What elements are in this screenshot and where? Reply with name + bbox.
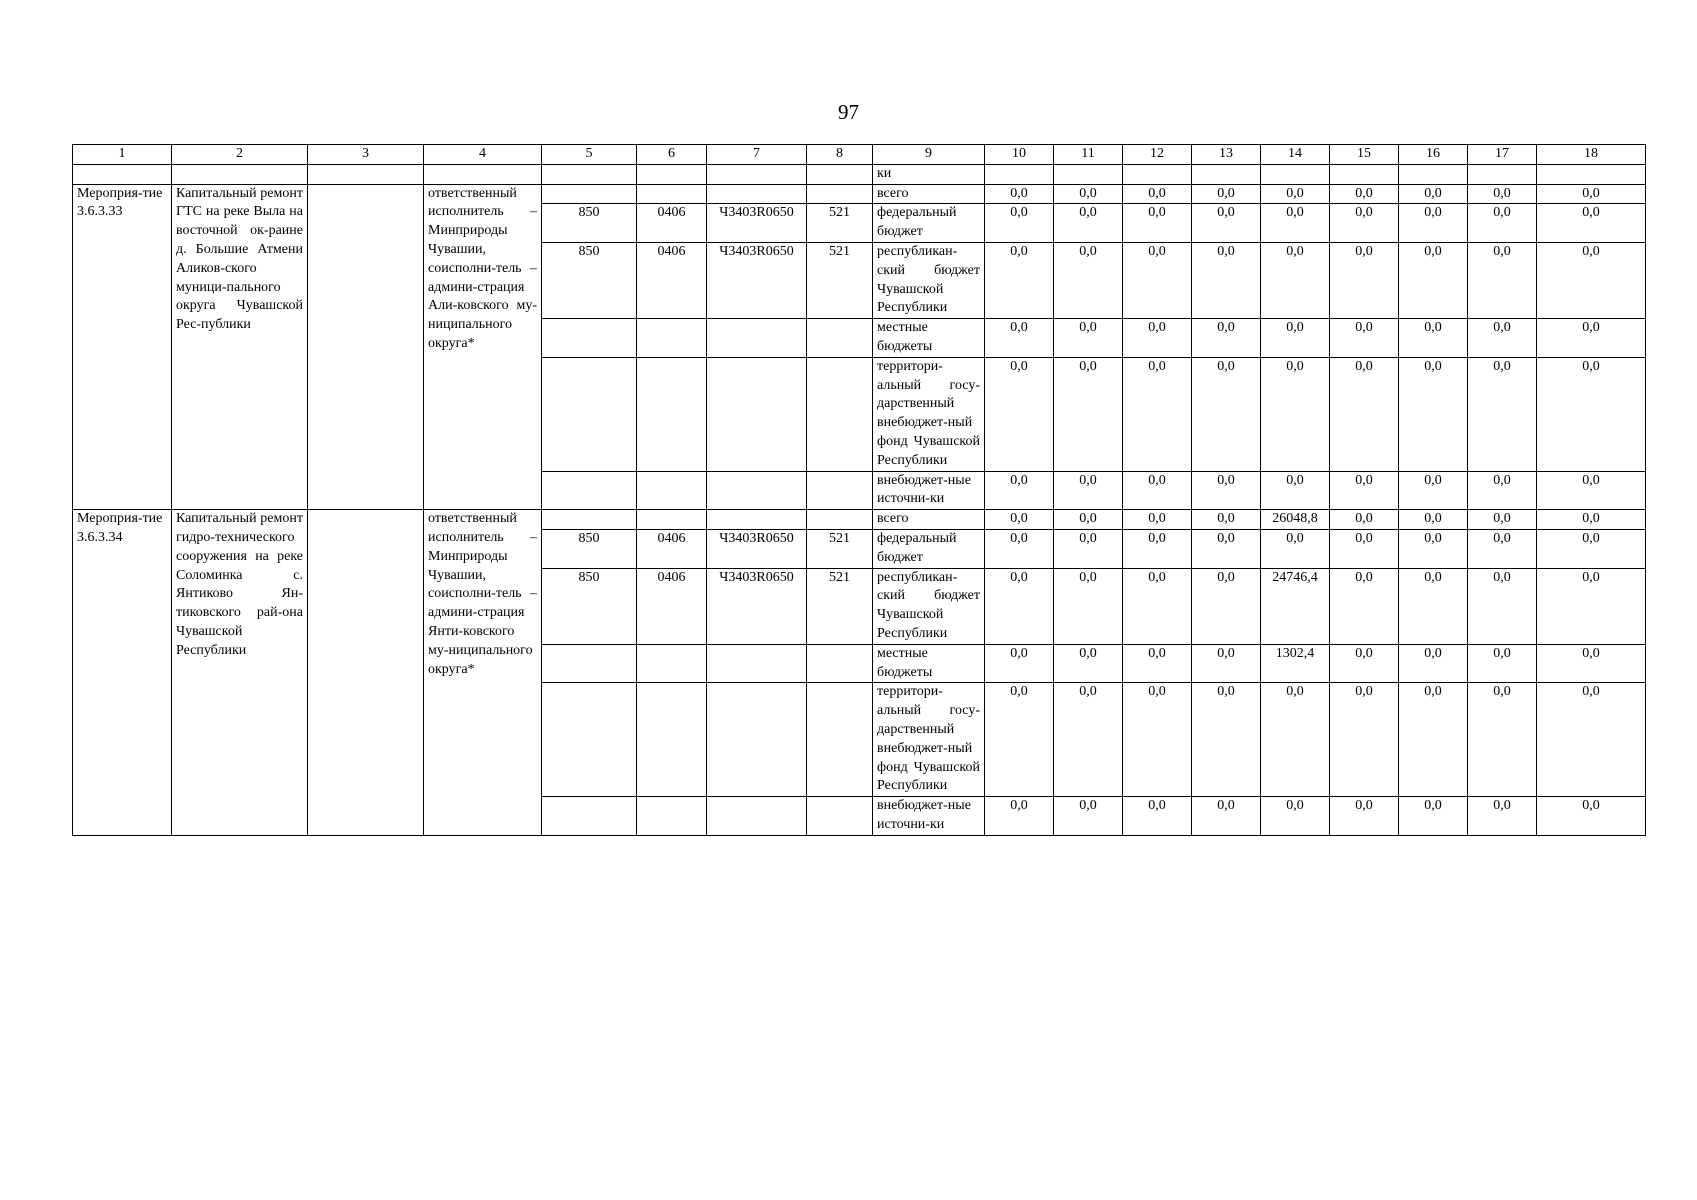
code-c8 (807, 797, 873, 836)
value-cell: 0,0 (1537, 184, 1646, 204)
value-cell: 0,0 (1123, 184, 1192, 204)
value-cell: 0,0 (1123, 319, 1192, 358)
value-cell: 0,0 (1261, 319, 1330, 358)
code-c5 (542, 319, 637, 358)
value-cell: 0,0 (1261, 357, 1330, 471)
code-c5 (542, 683, 637, 797)
value-cell: 0,0 (1468, 204, 1537, 243)
measure-col3 (308, 510, 424, 836)
code-c8 (807, 644, 873, 683)
column-header-16: 16 (1399, 145, 1468, 165)
value-cell: 24746,4 (1261, 568, 1330, 644)
value-cell: 0,0 (1468, 242, 1537, 318)
code-c5: 850 (542, 568, 637, 644)
value-cell: 0,0 (1330, 568, 1399, 644)
table-row (73, 184, 1646, 204)
value-cell: 0,0 (1537, 204, 1646, 243)
value-cell: 0,0 (1054, 568, 1123, 644)
code-c5 (542, 644, 637, 683)
code-c5: 850 (542, 242, 637, 318)
code-c6: 0406 (637, 204, 707, 243)
code-c6 (637, 797, 707, 836)
value-cell: 0,0 (1261, 184, 1330, 204)
value-cell: 0,0 (1330, 510, 1399, 530)
code-c6 (637, 683, 707, 797)
column-header-1: 1 (73, 145, 172, 165)
measure-id: Мероприя-тие 3.6.3.34 (73, 510, 172, 836)
value-cell: 0,0 (1537, 644, 1646, 683)
column-header-11: 11 (1054, 145, 1123, 165)
value-cell: 0,0 (1468, 529, 1537, 568)
code-c8 (807, 184, 873, 204)
column-header-14: 14 (1261, 145, 1330, 165)
value-cell: 0,0 (985, 797, 1054, 836)
value-cell: 0,0 (1399, 510, 1468, 530)
value-cell: 0,0 (985, 242, 1054, 318)
value-cell: 0,0 (1537, 683, 1646, 797)
value-cell: 0,0 (1330, 644, 1399, 683)
value-cell: 0,0 (1537, 529, 1646, 568)
funding-source: территори-альный госу-дарственный внебюджет-ный фонд Чувашской Республики (873, 683, 985, 797)
code-c6 (637, 357, 707, 471)
value-cell: 0,0 (985, 184, 1054, 204)
value-cell: 0,0 (1192, 319, 1261, 358)
code-c6 (637, 184, 707, 204)
value-cell: 0,0 (1468, 357, 1537, 471)
code-c6: 0406 (637, 529, 707, 568)
measure-executor: ответственный исполнитель – Минприроды Чувашии, соисполни-тель – админи-страция Янти-ковского му-ниципального округа* (424, 510, 542, 836)
value-cell: 0,0 (985, 357, 1054, 471)
value-cell: 0,0 (1123, 204, 1192, 243)
value-cell: 0,0 (1537, 797, 1646, 836)
code-c7: Ч3403R0650 (707, 242, 807, 318)
code-c5: 850 (542, 529, 637, 568)
code-c6: 0406 (637, 242, 707, 318)
column-header-13: 13 (1192, 145, 1261, 165)
column-header-17: 17 (1468, 145, 1537, 165)
code-c7 (707, 510, 807, 530)
value-cell: 0,0 (1261, 529, 1330, 568)
funding-source: федеральный бюджет (873, 204, 985, 243)
column-header-6: 6 (637, 145, 707, 165)
value-cell: 0,0 (1123, 471, 1192, 510)
code-c8: 521 (807, 529, 873, 568)
measure-col3 (308, 184, 424, 510)
code-c7 (707, 357, 807, 471)
continuation-row (73, 164, 1646, 184)
budget-table (72, 144, 1646, 836)
value-cell: 0,0 (1537, 357, 1646, 471)
code-c8 (807, 683, 873, 797)
code-c8 (807, 319, 873, 358)
code-c8: 521 (807, 568, 873, 644)
value-cell: 0,0 (1399, 242, 1468, 318)
value-cell: 0,0 (1054, 683, 1123, 797)
column-header-18: 18 (1537, 145, 1646, 165)
code-c7: Ч3403R0650 (707, 204, 807, 243)
value-cell: 0,0 (1054, 510, 1123, 530)
value-cell: 0,0 (1192, 357, 1261, 471)
value-cell: 0,0 (1054, 204, 1123, 243)
value-cell: 0,0 (985, 471, 1054, 510)
table-row (73, 510, 1646, 530)
value-cell: 0,0 (1330, 242, 1399, 318)
value-cell: 0,0 (1330, 319, 1399, 358)
code-c6 (637, 644, 707, 683)
value-cell: 0,0 (1537, 471, 1646, 510)
value-cell: 0,0 (1468, 568, 1537, 644)
value-cell: 0,0 (1399, 644, 1468, 683)
value-cell: 0,0 (985, 319, 1054, 358)
value-cell: 0,0 (1399, 568, 1468, 644)
value-cell: 0,0 (1468, 510, 1537, 530)
code-c5 (542, 797, 637, 836)
value-cell: 0,0 (1261, 683, 1330, 797)
funding-source: внебюджет-ные источни-ки (873, 797, 985, 836)
value-cell: 0,0 (1261, 204, 1330, 243)
column-header-9: 9 (873, 145, 985, 165)
value-cell: 0,0 (1192, 471, 1261, 510)
value-cell: 0,0 (1123, 797, 1192, 836)
value-cell: 0,0 (1399, 529, 1468, 568)
code-c7 (707, 471, 807, 510)
value-cell: 0,0 (1123, 529, 1192, 568)
value-cell: 0,0 (985, 568, 1054, 644)
column-number-header (73, 145, 1646, 165)
value-cell: 0,0 (1399, 797, 1468, 836)
value-cell: 0,0 (1468, 644, 1537, 683)
value-cell: 0,0 (1054, 184, 1123, 204)
value-cell: 0,0 (985, 644, 1054, 683)
code-c7 (707, 319, 807, 358)
measure-name: Капитальный ремонт гидро-технического сооружения на реке Соломинка с. Янтиково Ян-тиковского рай-она Чувашской Республики (172, 510, 308, 836)
column-header-10: 10 (985, 145, 1054, 165)
value-cell: 1302,4 (1261, 644, 1330, 683)
value-cell: 0,0 (1330, 797, 1399, 836)
value-cell: 0,0 (1399, 204, 1468, 243)
value-cell: 0,0 (1537, 242, 1646, 318)
code-c6: 0406 (637, 568, 707, 644)
value-cell: 0,0 (1330, 471, 1399, 510)
value-cell: 0,0 (1192, 644, 1261, 683)
value-cell: 0,0 (1399, 184, 1468, 204)
value-cell: 0,0 (985, 204, 1054, 243)
value-cell: 0,0 (1123, 568, 1192, 644)
funding-source: местные бюджеты (873, 644, 985, 683)
code-c6 (637, 471, 707, 510)
value-cell: 0,0 (1054, 797, 1123, 836)
value-cell: 0,0 (1192, 242, 1261, 318)
value-cell: 0,0 (1054, 357, 1123, 471)
value-cell: 0,0 (985, 529, 1054, 568)
value-cell: 0,0 (1468, 471, 1537, 510)
measure-executor: ответственный исполнитель – Минприроды Чувашии, соисполни-тель – админи-страция Али-ковского му-ниципального округа* (424, 184, 542, 510)
code-c8: 521 (807, 242, 873, 318)
funding-source: территори-альный госу-дарственный внебюджет-ный фонд Чувашской Республики (873, 357, 985, 471)
value-cell: 0,0 (1192, 568, 1261, 644)
value-cell: 0,0 (985, 510, 1054, 530)
column-header-4: 4 (424, 145, 542, 165)
value-cell: 0,0 (1192, 683, 1261, 797)
column-header-3: 3 (308, 145, 424, 165)
value-cell: 0,0 (1054, 644, 1123, 683)
value-cell: 0,0 (1261, 471, 1330, 510)
measure-id: Мероприя-тие 3.6.3.33 (73, 184, 172, 510)
value-cell: 0,0 (1123, 510, 1192, 530)
value-cell: 0,0 (1399, 683, 1468, 797)
value-cell: 0,0 (1192, 529, 1261, 568)
funding-source: республикан-ский бюджет Чувашской Республики (873, 568, 985, 644)
value-cell: 0,0 (1192, 204, 1261, 243)
value-cell: 0,0 (1123, 357, 1192, 471)
code-c5 (542, 510, 637, 530)
value-cell: 0,0 (1123, 242, 1192, 318)
code-c7 (707, 683, 807, 797)
value-cell: 0,0 (1330, 529, 1399, 568)
code-c8 (807, 510, 873, 530)
code-c5 (542, 357, 637, 471)
value-cell: 0,0 (1054, 319, 1123, 358)
measure-name: Капитальный ремонт ГТС на реке Выла на восточной ок-раине д. Большие Атмени Аликов-ского муници-пального округа Чувашской Рес-публики (172, 184, 308, 510)
code-c5 (542, 471, 637, 510)
code-c7 (707, 644, 807, 683)
continuation-source: ки (873, 164, 985, 184)
funding-source: всего (873, 510, 985, 530)
value-cell: 0,0 (1537, 319, 1646, 358)
column-header-7: 7 (707, 145, 807, 165)
code-c6 (637, 510, 707, 530)
code-c7 (707, 184, 807, 204)
page-number: 97 (838, 100, 859, 124)
value-cell: 0,0 (1054, 471, 1123, 510)
code-c7 (707, 797, 807, 836)
value-cell: 0,0 (1261, 797, 1330, 836)
value-cell: 0,0 (1330, 683, 1399, 797)
code-c5: 850 (542, 204, 637, 243)
funding-source: республикан-ский бюджет Чувашской Республики (873, 242, 985, 318)
value-cell: 0,0 (1192, 184, 1261, 204)
column-header-15: 15 (1330, 145, 1399, 165)
code-c8 (807, 357, 873, 471)
value-cell: 0,0 (1192, 510, 1261, 530)
funding-source: федеральный бюджет (873, 529, 985, 568)
value-cell: 0,0 (1537, 568, 1646, 644)
value-cell: 0,0 (1468, 797, 1537, 836)
value-cell: 0,0 (1261, 242, 1330, 318)
code-c8: 521 (807, 204, 873, 243)
funding-source: местные бюджеты (873, 319, 985, 358)
value-cell: 0,0 (1399, 471, 1468, 510)
value-cell: 26048,8 (1261, 510, 1330, 530)
value-cell: 0,0 (1330, 184, 1399, 204)
value-cell: 0,0 (1399, 319, 1468, 358)
code-c8 (807, 471, 873, 510)
code-c7: Ч3403R0650 (707, 568, 807, 644)
column-header-5: 5 (542, 145, 637, 165)
funding-source: внебюджет-ные источни-ки (873, 471, 985, 510)
value-cell: 0,0 (1054, 529, 1123, 568)
value-cell: 0,0 (1468, 683, 1537, 797)
column-header-12: 12 (1123, 145, 1192, 165)
value-cell: 0,0 (1123, 644, 1192, 683)
value-cell: 0,0 (1330, 357, 1399, 471)
code-c5 (542, 184, 637, 204)
column-header-2: 2 (172, 145, 308, 165)
value-cell: 0,0 (1330, 204, 1399, 243)
funding-source: всего (873, 184, 985, 204)
value-cell: 0,0 (1468, 184, 1537, 204)
value-cell: 0,0 (1537, 510, 1646, 530)
value-cell: 0,0 (1054, 242, 1123, 318)
column-header-8: 8 (807, 145, 873, 165)
value-cell: 0,0 (1399, 357, 1468, 471)
code-c7: Ч3403R0650 (707, 529, 807, 568)
value-cell: 0,0 (1192, 797, 1261, 836)
code-c6 (637, 319, 707, 358)
value-cell: 0,0 (985, 683, 1054, 797)
value-cell: 0,0 (1468, 319, 1537, 358)
value-cell: 0,0 (1123, 683, 1192, 797)
